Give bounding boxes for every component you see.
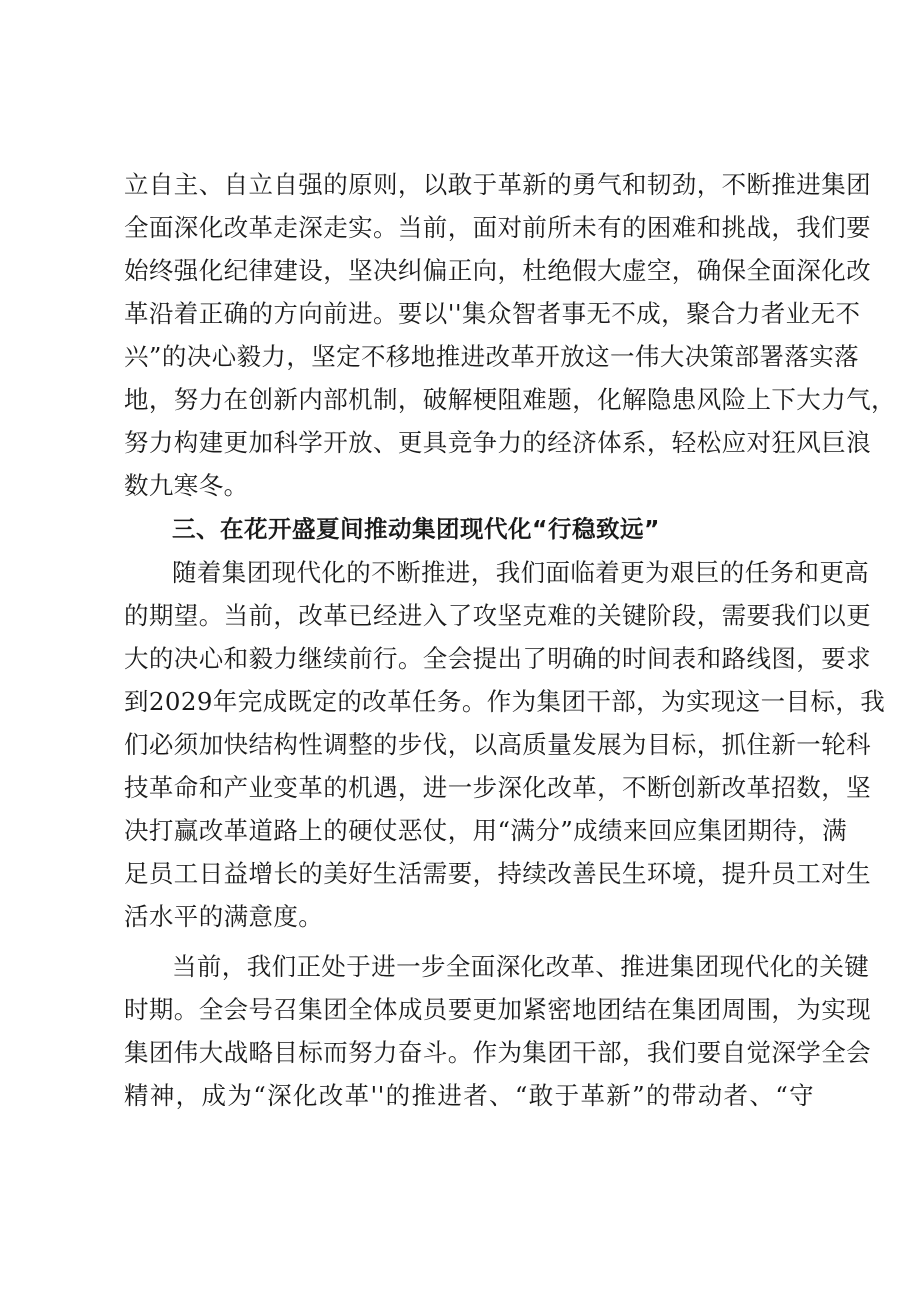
paragraph-1-line: 全面深化改革走深走实。当前，面对前所未有的困难和挑战，我们要 — [124, 213, 871, 242]
paragraph-2-line: 的期望。当前，改革已经进入了攻坚克难的关键阶段，需要我们以更 — [124, 601, 871, 630]
paragraph-2-line: 决打赢改革道路上的硬仗恶仗，用“满分”成绩来回应集团期待，满 — [124, 816, 848, 845]
paragraph-2-line: 活水平的满意度。 — [124, 902, 324, 931]
paragraph-3-line: 集团伟大战略目标而努力奋斗。作为集团干部，我们要自觉深学全会 — [124, 1038, 871, 1067]
paragraph-3-line: 精神，成为“深化改革''的推进者、“敢于革新”的带动者、“守 — [124, 1081, 814, 1110]
paragraph-1-line: 革沿着正确的方向前进。要以''集众智者事无不成，聚合力者业无不 — [124, 299, 861, 328]
paragraph-1-line: 立自主、自立自强的原则，以敢于革新的勇气和韧劲，不断推进集团 — [124, 170, 871, 199]
paragraph-2-line: 到2029年完成既定的改革任务。作为集团干部，为实现这一目标，我 — [124, 687, 886, 716]
paragraph-1-line: 努力构建更加科学开放、更具竞争力的经济体系，轻松应对狂风巨浪 — [124, 428, 871, 457]
paragraph-1-line: 兴”的决心毅力，坚定不移地推进改革开放这一伟大决策部署落实落 — [124, 342, 860, 371]
paragraph-1-line: 地，努力在创新内部机制，破解梗阻难题，化解隐患风险上下大力气， — [124, 385, 896, 414]
paragraph-2-line: 技革命和产业变革的机遇，进一步深化改革，不断创新改革招数，坚 — [124, 773, 871, 802]
paragraph-3-line: 时期。全会号召集团全体成员要更加紧密地团结在集团周围，为实现 — [124, 995, 871, 1024]
paragraph-2-line: 随着集团现代化的不断推进，我们面临着更为艰巨的任务和更高 — [172, 558, 870, 587]
section-heading: 三、在花开盛夏间推动集团现代化“行稳致远” — [172, 515, 660, 543]
paragraph-1-line: 数九寒冬。 — [124, 471, 249, 500]
paragraph-3-line: 当前，我们正处于进一步全面深化改革、推进集团现代化的关键 — [172, 952, 870, 981]
paragraph-1-line: 始终强化纪律建设，坚决纠偏正向，杜绝假大虚空，确保全面深化改 — [124, 256, 871, 285]
paragraph-2-line: 足员工日益增长的美好生活需要，持续改善民生环境，提升员工对生 — [124, 859, 871, 888]
paragraph-2-line: 们必须加快结构性调整的步伐，以高质量发展为目标，抓住新一轮科 — [124, 730, 871, 759]
paragraph-2-line: 大的决心和毅力继续前行。全会提出了明确的时间表和路线图，要求 — [124, 644, 871, 673]
